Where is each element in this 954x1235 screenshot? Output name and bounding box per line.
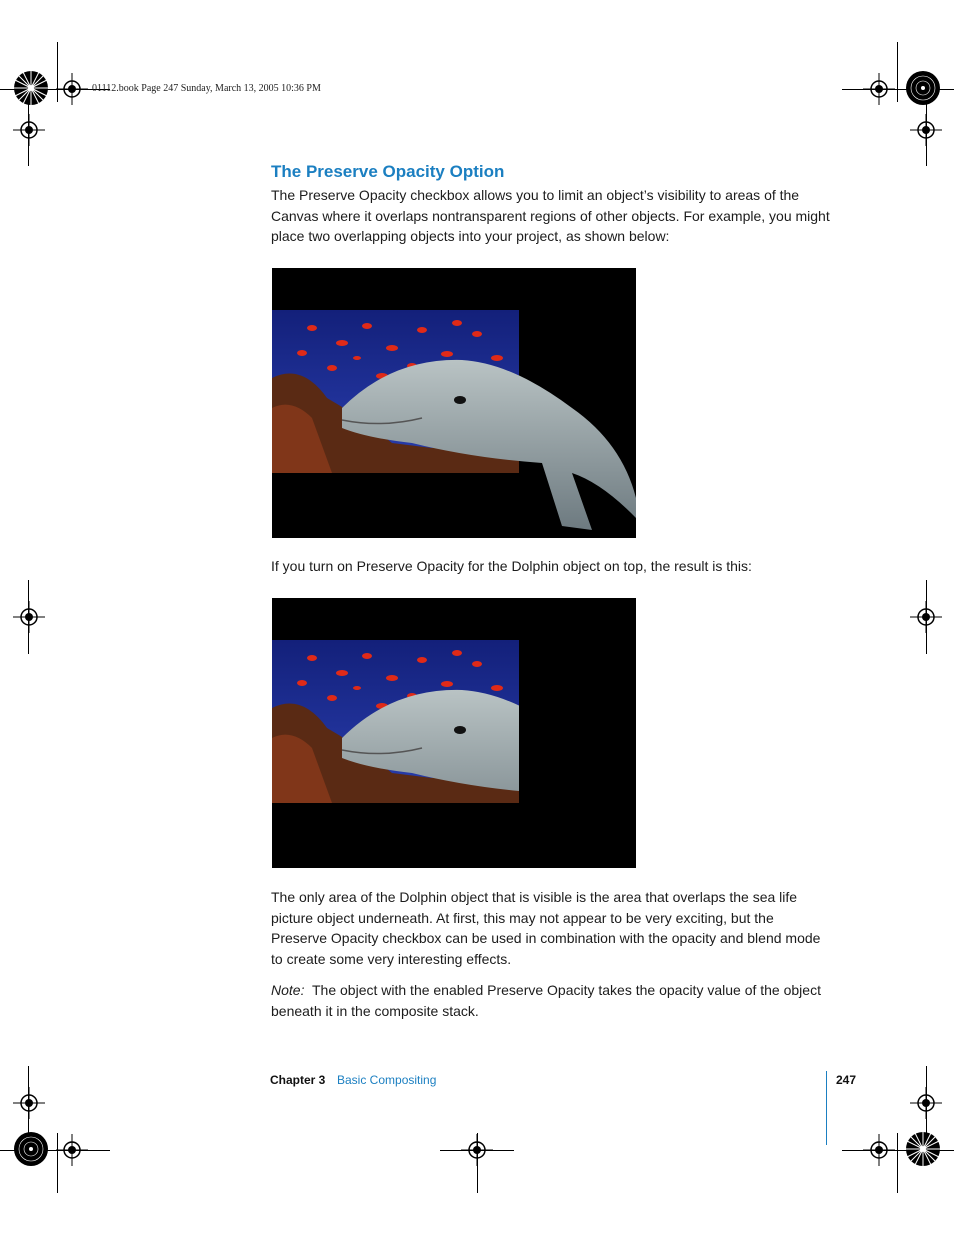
registration-target-icon [52, 1130, 92, 1170]
footer-chapter: Chapter 3 [270, 1073, 326, 1087]
figure-preserve-opacity-result [272, 598, 636, 868]
figure-overlapping-objects [272, 268, 636, 538]
registration-target-icon [906, 110, 946, 150]
footer-chapter-title: Basic Compositing [337, 1073, 437, 1087]
starburst-mark-icon [13, 70, 49, 106]
starburst-mark-icon [13, 1131, 49, 1167]
registration-target-icon [906, 1083, 946, 1123]
registration-target-icon [859, 69, 899, 109]
starburst-mark-icon [905, 70, 941, 106]
registration-target-icon [859, 1130, 899, 1170]
starburst-mark-icon [905, 1131, 941, 1167]
after-paragraph: The only area of the Dolphin object that is visible is the area that overlaps the sea life picture object underneath. At first, this may not appear to be very exciting, but the Preserve Opacity checkbox can be used in combination with the opacity and blend mode to create some very interesting effects. [271, 889, 821, 967]
preserve-opacity-result-image [272, 598, 636, 868]
intro-paragraph: The Preserve Opacity checkbox allows you to limit an object’s visibility to areas of the Canvas where it overlaps nontransparent regions of other objects. For example, you might place two overlapping objects into your project, as shown below: [271, 187, 830, 244]
page-number: 247 [836, 1073, 857, 1087]
registration-target-icon [9, 1083, 49, 1123]
print-slug-line: 01112.book Page 247 Sunday, March 13, 2005 10:36 PM [92, 83, 321, 94]
registration-target-icon [9, 597, 49, 637]
registration-target-icon [9, 110, 49, 150]
footer-rule [826, 1071, 827, 1145]
section-heading: The Preserve Opacity Option [271, 162, 505, 181]
registration-target-icon [906, 597, 946, 637]
note-text: The object with the enabled Preserve Opacity takes the opacity value of the object beneath it in the composite stack. [271, 982, 821, 1019]
registration-target-icon [457, 1130, 497, 1170]
note-paragraph [271, 980, 831, 1021]
note-label: Note: [271, 982, 305, 998]
overlapping-objects-image [272, 268, 636, 538]
between-paragraph: If you turn on Preserve Opacity for the Dolphin object on top, the result is this: [271, 558, 752, 574]
registration-target-icon [52, 69, 92, 109]
